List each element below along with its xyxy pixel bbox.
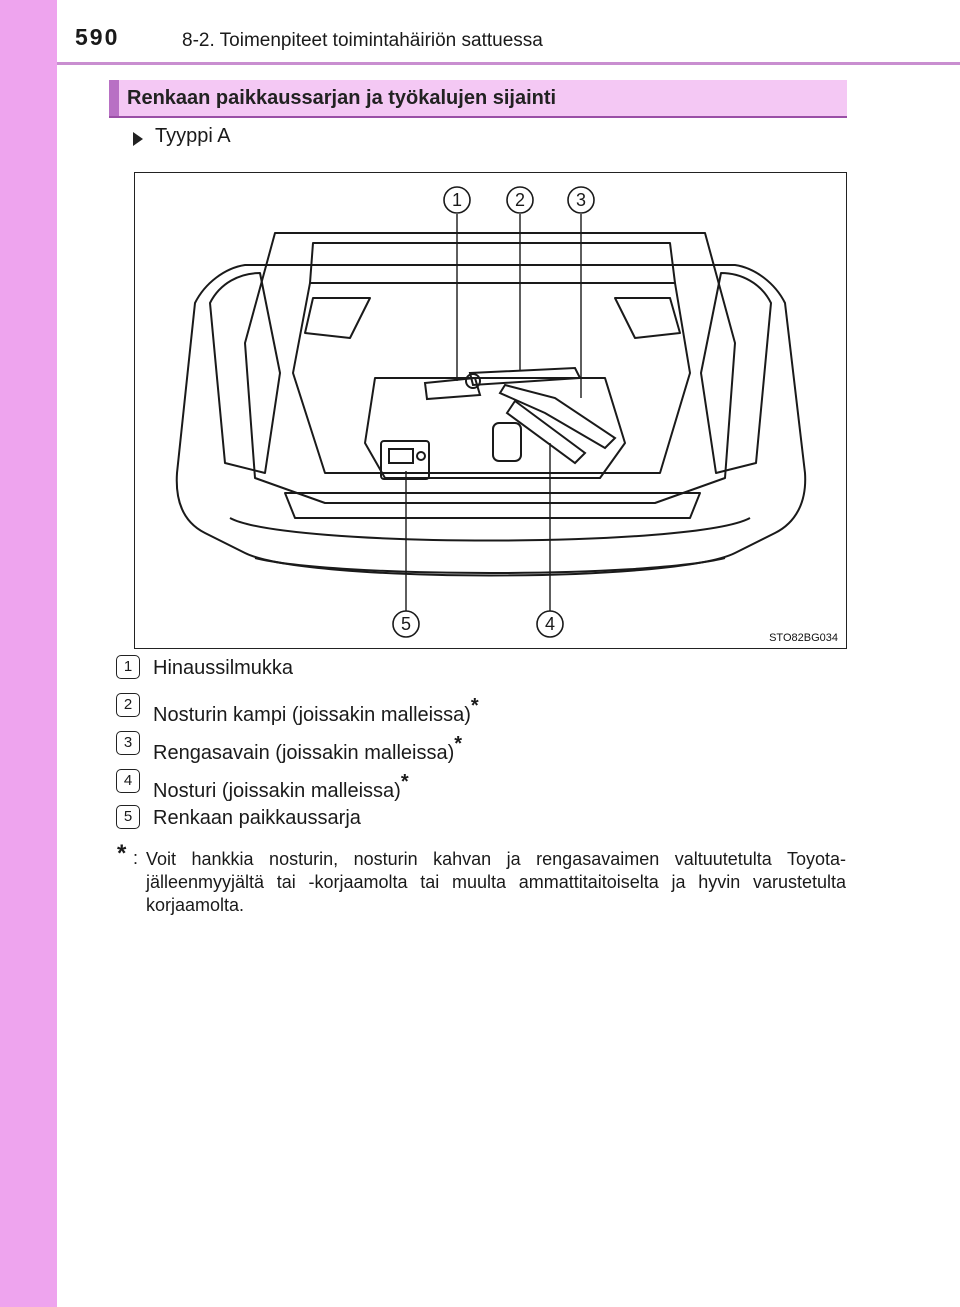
footnote-asterisk: * <box>117 840 127 867</box>
asterisk-mark: * <box>470 695 479 717</box>
page-number: 590 <box>75 24 120 50</box>
chapter-side-bar <box>0 0 57 1307</box>
triangle-arrow-icon <box>133 132 143 146</box>
item-label: Nosturin kampi (joissakin malleissa)* <box>153 695 479 726</box>
chapter-title: 8-2. Toimenpiteet toimintahäiriön sattuessa <box>182 30 543 51</box>
item-number: 4 <box>116 769 140 793</box>
callout-3: 3 <box>575 190 587 210</box>
footnote-text: Voit hankkia nosturin, nosturin kahvan ja rengasavaimen valtuutetulta Toyota-jälleenmyyjältä tai -korjaamolta tai muulta ammattitaitoiselta ja hyvin varustetulta korjaamolta. <box>146 849 846 915</box>
section-title: Renkaan paikkaussarjan ja työkalujen sijainti <box>127 87 557 109</box>
type-label: Tyyppi A <box>155 125 231 147</box>
footnote-colon: : <box>133 848 139 868</box>
item-label: Nosturi (joissakin malleissa)* <box>153 771 409 802</box>
item-label: Rengasavain (joissakin malleissa)* <box>153 733 463 764</box>
asterisk-mark: * <box>454 733 463 755</box>
item-number: 5 <box>116 805 140 829</box>
callout-1: 1 <box>451 190 463 210</box>
callout-2: 2 <box>514 190 526 210</box>
item-number: 2 <box>116 693 140 717</box>
section-heading-box <box>109 80 847 118</box>
item-label: Hinaussilmukka <box>153 657 294 679</box>
callout-5: 5 <box>400 614 412 634</box>
header-divider <box>57 62 960 65</box>
callout-4: 4 <box>544 614 556 634</box>
section-accent-bar <box>109 80 119 116</box>
item-number: 3 <box>116 731 140 755</box>
trunk-illustration <box>134 172 847 649</box>
item-label: Renkaan paikkaussarja <box>153 807 361 829</box>
trunk-drawing <box>135 173 846 648</box>
asterisk-mark: * <box>400 771 409 793</box>
item-number: 1 <box>116 655 140 679</box>
figure-code: STO82BG034 <box>769 632 838 644</box>
